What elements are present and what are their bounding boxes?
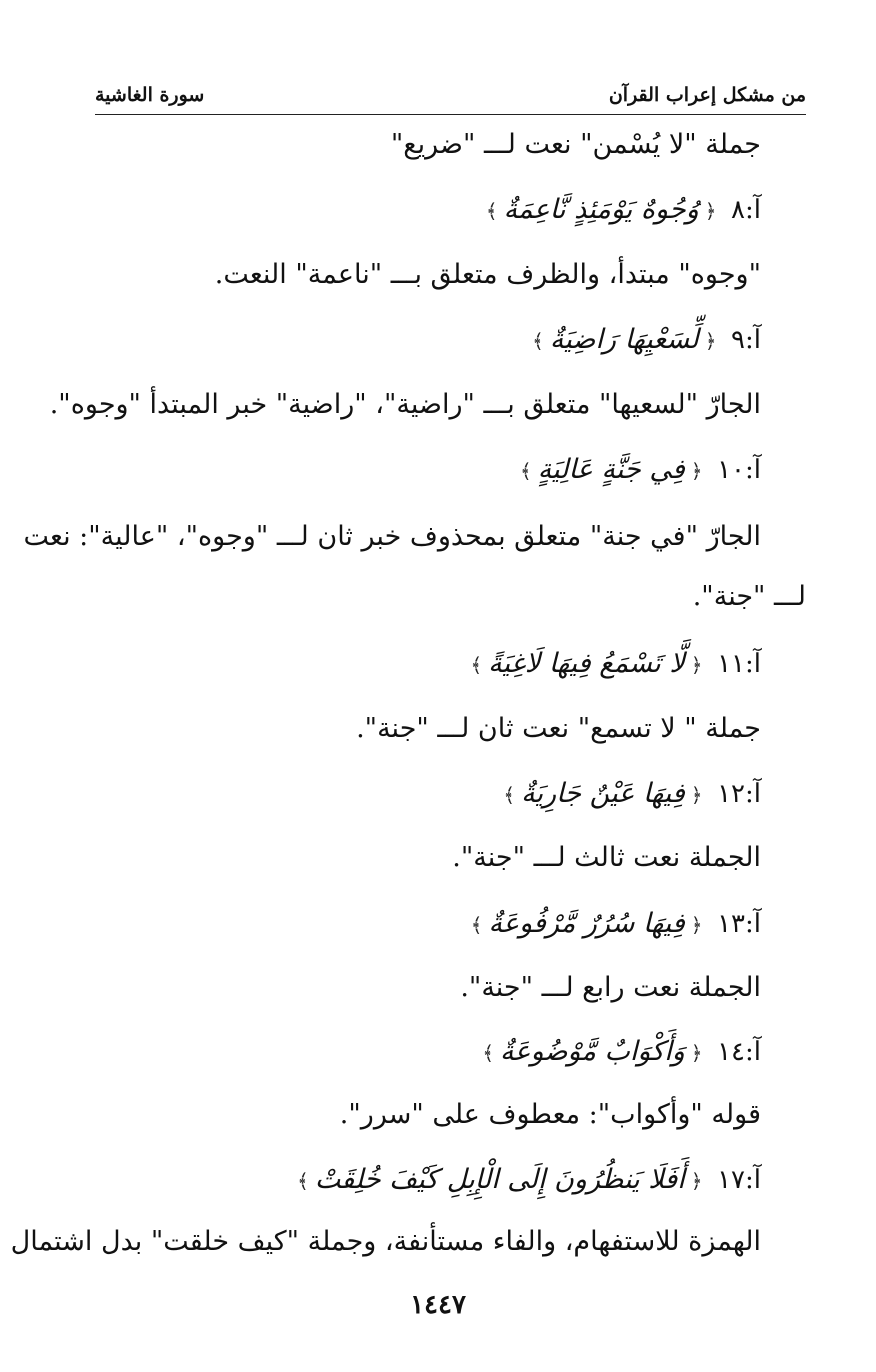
book-title: من مشكل إعراب القرآن [608,84,806,106]
commentary-line: لـــ "جنة". [692,581,806,612]
ornate-bracket-close-icon: ﴾ [482,1040,495,1065]
ornate-bracket-open-icon: ﴿ [690,1040,703,1065]
ornate-bracket-close-icon: ﴾ [470,652,483,677]
verse-line [95,1032,761,1073]
ornate-bracket-open-icon: ﴿ [704,198,717,223]
ornate-bracket-open-icon: ﴿ [704,328,717,353]
ornate-bracket-close-icon: ﴾ [532,328,544,353]
verse-number: آ:١٤ [717,1037,761,1067]
header-divider [95,114,806,115]
ornate-bracket-close-icon: ﴾ [503,782,516,807]
commentary-line: الجارّ "لسعيها" متعلق بـــ "راضية"، "راضية" خبر المبتدأ "وجوه". [49,389,761,420]
quran-verse-text: فِي جَنَّةٍ عَالِيَةٍ [537,454,685,485]
ornate-bracket-open-icon: ﴿ [690,458,703,483]
verse-line [95,190,761,231]
page-number: ١٤٤٧ [410,1290,466,1320]
commentary-line: جملة "لا يُسْمن" نعت لـــ "ضريع" [390,129,761,160]
quran-verse-text: أَفَلَا يَنظُرُونَ إِلَى الْإِبِلِ كَيْفَ خُلِقَتْ [314,1164,685,1195]
ornate-bracket-open-icon: ﴿ [690,912,703,937]
quran-verse-text: وَأَكْوَابٌ مَّوْضُوعَةٌ [500,1036,685,1067]
ornate-bracket-open-icon: ﴿ [690,782,703,807]
quran-verse-text: وُجُوهٌ يَوْمَئِذٍ نَّاعِمَةٌ [503,194,699,225]
commentary-line: جملة " لا تسمع" نعت ثان لـــ "جنة". [356,713,761,744]
quran-verse-text: لِّسَعْيِهَا رَاضِيَةٌ [549,324,699,355]
ornate-bracket-close-icon: ﴾ [485,198,498,223]
commentary-line: قوله "وأكواب": معطوف على "سرر". [339,1099,761,1130]
commentary-line: الهمزة للاستفهام، والفاء مستأنفة، وجملة "كيف خلقت" بدل اشتمال [10,1226,761,1257]
verse-line [95,644,761,685]
verse-number: آ:١٣ [717,909,761,939]
ornate-bracket-close-icon: ﴾ [297,1168,309,1193]
ornate-bracket-close-icon: ﴾ [470,912,483,937]
quran-verse-text: لَّا تَسْمَعُ فِيهَا لَاغِيَةً [488,648,685,679]
ornate-bracket-close-icon: ﴾ [519,458,532,483]
ornate-bracket-open-icon: ﴿ [690,1168,703,1193]
surah-name: سورة الغاشية [95,84,205,106]
page-header [95,80,806,114]
commentary-line: الجملة نعت ثالث لـــ "جنة". [452,842,761,873]
verse-line [95,774,761,815]
verse-line [95,320,761,361]
verse-number: آ:١١ [717,649,761,679]
commentary-line: الجملة نعت رابع لـــ "جنة". [460,972,761,1003]
verse-number: آ:١٠ [717,455,761,485]
ornate-bracket-open-icon: ﴿ [690,652,703,677]
verse-number: آ:٨ [731,195,761,225]
verse-line [95,1160,761,1201]
quran-verse-text: فِيهَا سُرُرٌ مَّرْفُوعَةٌ [488,908,685,939]
quran-verse-text: فِيهَا عَيْنٌ جَارِيَةٌ [521,778,685,809]
commentary-line: الجارّ "في جنة" متعلق بمحذوف خبر ثان لـــ "وجوه"، "عالية": نعت [23,521,761,552]
verse-number: آ:١٧ [717,1165,761,1195]
verse-number: آ:٩ [731,325,761,355]
commentary-line: "وجوه" مبتدأ، والظرف متعلق بـــ "ناعمة" النعت. [214,259,761,290]
verse-number: آ:١٢ [717,779,761,809]
verse-line [95,450,761,491]
verse-line [95,904,761,945]
